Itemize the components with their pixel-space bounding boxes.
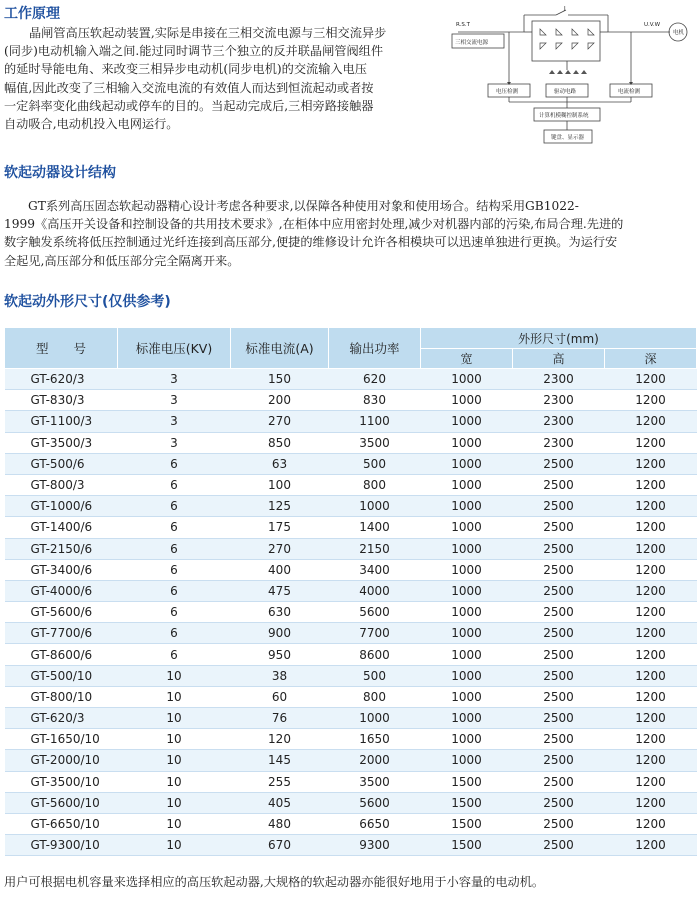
- cell-voltage: 6: [118, 453, 231, 474]
- thyristor-module: [532, 21, 600, 61]
- cell-current: 670: [231, 835, 329, 856]
- cell-model: GT-6650/10: [5, 813, 118, 834]
- text-line: 1999《高压开关设备和控制设备的共用技术要求》,在柜体中应用密封处理,减少对机器内部的污染,布局合理.先进的: [4, 217, 624, 232]
- controller-label: 计算机模糊控制系统: [539, 113, 589, 119]
- cell-height: 2300: [513, 369, 605, 390]
- text-line: 数字触发系统将低压控制通过光纤连接到高压部分,便捷的维修设计允许各相模块可以迅速单独进行更换。为运行安: [4, 235, 618, 250]
- cell-voltage: 10: [118, 750, 231, 771]
- rst-label: R.S.T: [456, 22, 470, 28]
- cell-height: 2500: [513, 686, 605, 707]
- cell-current: 950: [231, 644, 329, 665]
- cell-current: 76: [231, 708, 329, 729]
- cell-current: 270: [231, 411, 329, 432]
- cell-depth: 1200: [605, 835, 697, 856]
- cell-voltage: 3: [118, 411, 231, 432]
- section-title-working-principle: 工作原理: [4, 6, 60, 22]
- cell-current: 255: [231, 771, 329, 792]
- source-label: 三相交流电源: [455, 40, 489, 46]
- cell-power: 3500: [329, 771, 421, 792]
- cell-height: 2300: [513, 411, 605, 432]
- cell-power: 2000: [329, 750, 421, 771]
- table-row: [5, 517, 697, 538]
- cell-current: 150: [231, 369, 329, 390]
- cell-width: 1000: [421, 369, 513, 390]
- cell-power: 7700: [329, 623, 421, 644]
- cell-width: 1000: [421, 453, 513, 474]
- cell-power: 2150: [329, 538, 421, 559]
- cell-current: 120: [231, 729, 329, 750]
- cell-current: 125: [231, 496, 329, 517]
- cell-depth: 1200: [605, 729, 697, 750]
- cell-voltage: 6: [118, 644, 231, 665]
- cell-voltage: 6: [118, 623, 231, 644]
- cell-current: 63: [231, 453, 329, 474]
- cell-height: 2500: [513, 474, 605, 495]
- header-model: 型 号: [5, 328, 118, 369]
- cell-width: 1500: [421, 771, 513, 792]
- cell-model: GT-3500/10: [5, 771, 118, 792]
- cell-width: 1000: [421, 750, 513, 771]
- cell-voltage: 6: [118, 517, 231, 538]
- voltage-detect-label: 电压检测: [496, 89, 519, 95]
- cell-voltage: 3: [118, 390, 231, 411]
- cell-model: GT-830/3: [5, 390, 118, 411]
- cell-voltage: 10: [118, 813, 231, 834]
- drive-circuit-label: 驱动电路: [554, 89, 577, 95]
- cell-height: 2500: [513, 559, 605, 580]
- cell-current: 400: [231, 559, 329, 580]
- cell-depth: 1200: [605, 369, 697, 390]
- cell-depth: 1200: [605, 813, 697, 834]
- table-row: [5, 559, 697, 580]
- cell-model: GT-5600/6: [5, 602, 118, 623]
- cell-power: 620: [329, 369, 421, 390]
- cell-power: 1000: [329, 496, 421, 517]
- cell-power: 800: [329, 686, 421, 707]
- cell-height: 2500: [513, 813, 605, 834]
- table-row: [5, 496, 697, 517]
- cell-model: GT-500/10: [5, 665, 118, 686]
- text-line: 晶闸管高压软起动装置,实际是串接在三相交流电源与三相交流异步: [29, 26, 387, 40]
- cell-model: GT-620/3: [5, 708, 118, 729]
- cell-current: 900: [231, 623, 329, 644]
- cell-power: 9300: [329, 835, 421, 856]
- soft-starter-block-diagram: [448, 4, 692, 146]
- cell-model: GT-620/3: [5, 369, 118, 390]
- cell-depth: 1200: [605, 517, 697, 538]
- cell-model: GT-4000/6: [5, 580, 118, 601]
- text-line: GT系列高压固态软起动器精心设计考虑各种要求,以保障各种使用对象和使用场合。结构采用GB1022-: [28, 199, 579, 213]
- cell-model: GT-9300/10: [5, 835, 118, 856]
- cell-model: GT-2150/6: [5, 538, 118, 559]
- cell-width: 1000: [421, 729, 513, 750]
- cell-height: 2500: [513, 771, 605, 792]
- cell-voltage: 10: [118, 771, 231, 792]
- cell-depth: 1200: [605, 559, 697, 580]
- cell-voltage: 10: [118, 686, 231, 707]
- cell-width: 1000: [421, 474, 513, 495]
- cell-height: 2500: [513, 835, 605, 856]
- cell-depth: 1200: [605, 580, 697, 601]
- cell-depth: 1200: [605, 750, 697, 771]
- cell-width: 1000: [421, 623, 513, 644]
- cell-height: 2500: [513, 644, 605, 665]
- working-principle-text: [4, 24, 386, 133]
- cell-power: 5600: [329, 792, 421, 813]
- cell-depth: 1200: [605, 602, 697, 623]
- cell-width: 1000: [421, 665, 513, 686]
- cell-power: 8600: [329, 644, 421, 665]
- table-row: [5, 835, 697, 856]
- cell-width: 1000: [421, 517, 513, 538]
- cell-depth: 1200: [605, 771, 697, 792]
- cell-power: 5600: [329, 602, 421, 623]
- cell-voltage: 6: [118, 559, 231, 580]
- cell-height: 2300: [513, 432, 605, 453]
- cell-voltage: 10: [118, 835, 231, 856]
- j-label: J: [564, 6, 566, 12]
- cell-current: 100: [231, 474, 329, 495]
- cell-model: GT-500/6: [5, 453, 118, 474]
- cell-width: 1500: [421, 835, 513, 856]
- text-line: 一定斜率变化曲线起动或停车的目的。当起动完成后,三相旁路接触器: [4, 98, 374, 113]
- table-row: [5, 580, 697, 601]
- cell-height: 2500: [513, 708, 605, 729]
- cell-power: 3500: [329, 432, 421, 453]
- cell-depth: 1200: [605, 474, 697, 495]
- cell-height: 2500: [513, 665, 605, 686]
- table-row: [5, 729, 697, 750]
- cell-voltage: 10: [118, 708, 231, 729]
- cell-voltage: 10: [118, 729, 231, 750]
- header-depth: 深: [605, 349, 697, 369]
- cell-model: GT-1650/10: [5, 729, 118, 750]
- cell-depth: 1200: [605, 496, 697, 517]
- cell-model: GT-2000/10: [5, 750, 118, 771]
- cell-voltage: 6: [118, 474, 231, 495]
- table-row: [5, 474, 697, 495]
- cell-voltage: 10: [118, 792, 231, 813]
- text-line: 幅值,因此改变了三相输入交流电流的有效值人而达到恒流起动或者按: [4, 80, 374, 95]
- header-width: 宽: [421, 349, 513, 369]
- cell-width: 1500: [421, 813, 513, 834]
- cell-model: GT-1000/6: [5, 496, 118, 517]
- cell-power: 500: [329, 665, 421, 686]
- cell-width: 1000: [421, 390, 513, 411]
- cell-power: 6650: [329, 813, 421, 834]
- table-row: [5, 390, 697, 411]
- cell-current: 270: [231, 538, 329, 559]
- cell-height: 2500: [513, 602, 605, 623]
- motor-label: 电机: [673, 30, 685, 36]
- cell-voltage: 3: [118, 432, 231, 453]
- text-line: (同步)电动机输入端之间.能过同时调节三个独立的反并联晶闸管阀组件: [4, 44, 384, 59]
- cell-width: 1000: [421, 538, 513, 559]
- cell-width: 1000: [421, 432, 513, 453]
- table-row: [5, 411, 697, 432]
- cell-current: 480: [231, 813, 329, 834]
- table-row: [5, 453, 697, 474]
- cell-depth: 1200: [605, 432, 697, 453]
- cell-current: 475: [231, 580, 329, 601]
- cell-height: 2300: [513, 390, 605, 411]
- cell-height: 2500: [513, 792, 605, 813]
- cell-current: 38: [231, 665, 329, 686]
- cell-model: GT-800/10: [5, 686, 118, 707]
- header-dimensions: 外形尺寸(mm): [421, 328, 697, 349]
- text-line: 自动吸合,电动机投入电网运行。: [4, 117, 179, 132]
- cell-depth: 1200: [605, 453, 697, 474]
- cell-width: 1000: [421, 602, 513, 623]
- trigger-signal-marks: [549, 70, 587, 74]
- cell-width: 1000: [421, 686, 513, 707]
- cell-depth: 1200: [605, 538, 697, 559]
- table-row: [5, 623, 697, 644]
- cell-power: 800: [329, 474, 421, 495]
- cell-voltage: 6: [118, 496, 231, 517]
- section-title-design-structure: 软起动器设计结构: [4, 165, 116, 181]
- cell-depth: 1200: [605, 411, 697, 432]
- cell-voltage: 3: [118, 369, 231, 390]
- cell-width: 1000: [421, 708, 513, 729]
- table-row: [5, 665, 697, 686]
- cell-power: 1400: [329, 517, 421, 538]
- cell-model: GT-5600/10: [5, 792, 118, 813]
- cell-current: 200: [231, 390, 329, 411]
- cell-current: 850: [231, 432, 329, 453]
- table-row: [5, 771, 697, 792]
- header-power: 输出功率: [329, 328, 421, 369]
- cell-height: 2500: [513, 580, 605, 601]
- cell-height: 2500: [513, 623, 605, 644]
- dimensions-table: [4, 327, 697, 856]
- cell-current: 630: [231, 602, 329, 623]
- cell-width: 1000: [421, 644, 513, 665]
- table-row: [5, 708, 697, 729]
- cell-height: 2500: [513, 453, 605, 474]
- cell-depth: 1200: [605, 708, 697, 729]
- cell-voltage: 6: [118, 538, 231, 559]
- uvw-label: U.V.W: [644, 22, 661, 28]
- cell-model: GT-800/3: [5, 474, 118, 495]
- cell-current: 405: [231, 792, 329, 813]
- cell-voltage: 6: [118, 580, 231, 601]
- cell-width: 1500: [421, 792, 513, 813]
- current-detect-label: 电流检测: [618, 89, 641, 95]
- cell-model: GT-1400/6: [5, 517, 118, 538]
- cell-depth: 1200: [605, 390, 697, 411]
- cell-height: 2500: [513, 517, 605, 538]
- cell-depth: 1200: [605, 665, 697, 686]
- cell-depth: 1200: [605, 792, 697, 813]
- table-row: [5, 602, 697, 623]
- text-line: 全起见,高压部分和低压部分完全隔离开来。: [4, 253, 240, 268]
- cell-voltage: 10: [118, 665, 231, 686]
- cell-power: 3400: [329, 559, 421, 580]
- cell-depth: 1200: [605, 623, 697, 644]
- cell-power: 830: [329, 390, 421, 411]
- cell-height: 2500: [513, 538, 605, 559]
- header-voltage: 标准电压(KV): [118, 328, 231, 369]
- design-structure-text: [4, 197, 623, 270]
- text-line: 的延时导能电角、来改变三相异步电动机(同步电机)的交流输入电压: [4, 62, 367, 77]
- cell-width: 1000: [421, 559, 513, 580]
- cell-power: 500: [329, 453, 421, 474]
- thyristor-symbols: [540, 29, 594, 49]
- table-row: [5, 686, 697, 707]
- cell-power: 1650: [329, 729, 421, 750]
- cell-width: 1000: [421, 411, 513, 432]
- keyboard-display-label: 键盘、显示器: [551, 135, 585, 141]
- cell-model: GT-3400/6: [5, 559, 118, 580]
- cell-current: 175: [231, 517, 329, 538]
- cell-width: 1000: [421, 580, 513, 601]
- cell-model: GT-7700/6: [5, 623, 118, 644]
- header-current: 标准电流(A): [231, 328, 329, 369]
- footnote: 用户可根据电机容量来选择相应的高压软起动器,大规格的软起动器亦能很好地用于小容量的电动机。: [4, 875, 545, 889]
- cell-depth: 1200: [605, 644, 697, 665]
- cell-depth: 1200: [605, 686, 697, 707]
- cell-current: 145: [231, 750, 329, 771]
- cell-width: 1000: [421, 496, 513, 517]
- cell-power: 4000: [329, 580, 421, 601]
- table-row: [5, 644, 697, 665]
- cell-current: 60: [231, 686, 329, 707]
- cell-model: GT-8600/6: [5, 644, 118, 665]
- cell-height: 2500: [513, 750, 605, 771]
- table-row: [5, 792, 697, 813]
- cell-model: GT-1100/3: [5, 411, 118, 432]
- cell-height: 2500: [513, 496, 605, 517]
- cell-voltage: 6: [118, 602, 231, 623]
- cell-model: GT-3500/3: [5, 432, 118, 453]
- table-row: [5, 432, 697, 453]
- header-height: 高: [513, 349, 605, 369]
- cell-power: 1000: [329, 708, 421, 729]
- table-row: [5, 750, 697, 771]
- cell-height: 2500: [513, 729, 605, 750]
- table-row: [5, 813, 697, 834]
- section-title-dimensions: 软起动外形尺寸(仅供参考): [4, 294, 171, 310]
- cell-power: 1100: [329, 411, 421, 432]
- table-row: [5, 369, 697, 390]
- table-row: [5, 538, 697, 559]
